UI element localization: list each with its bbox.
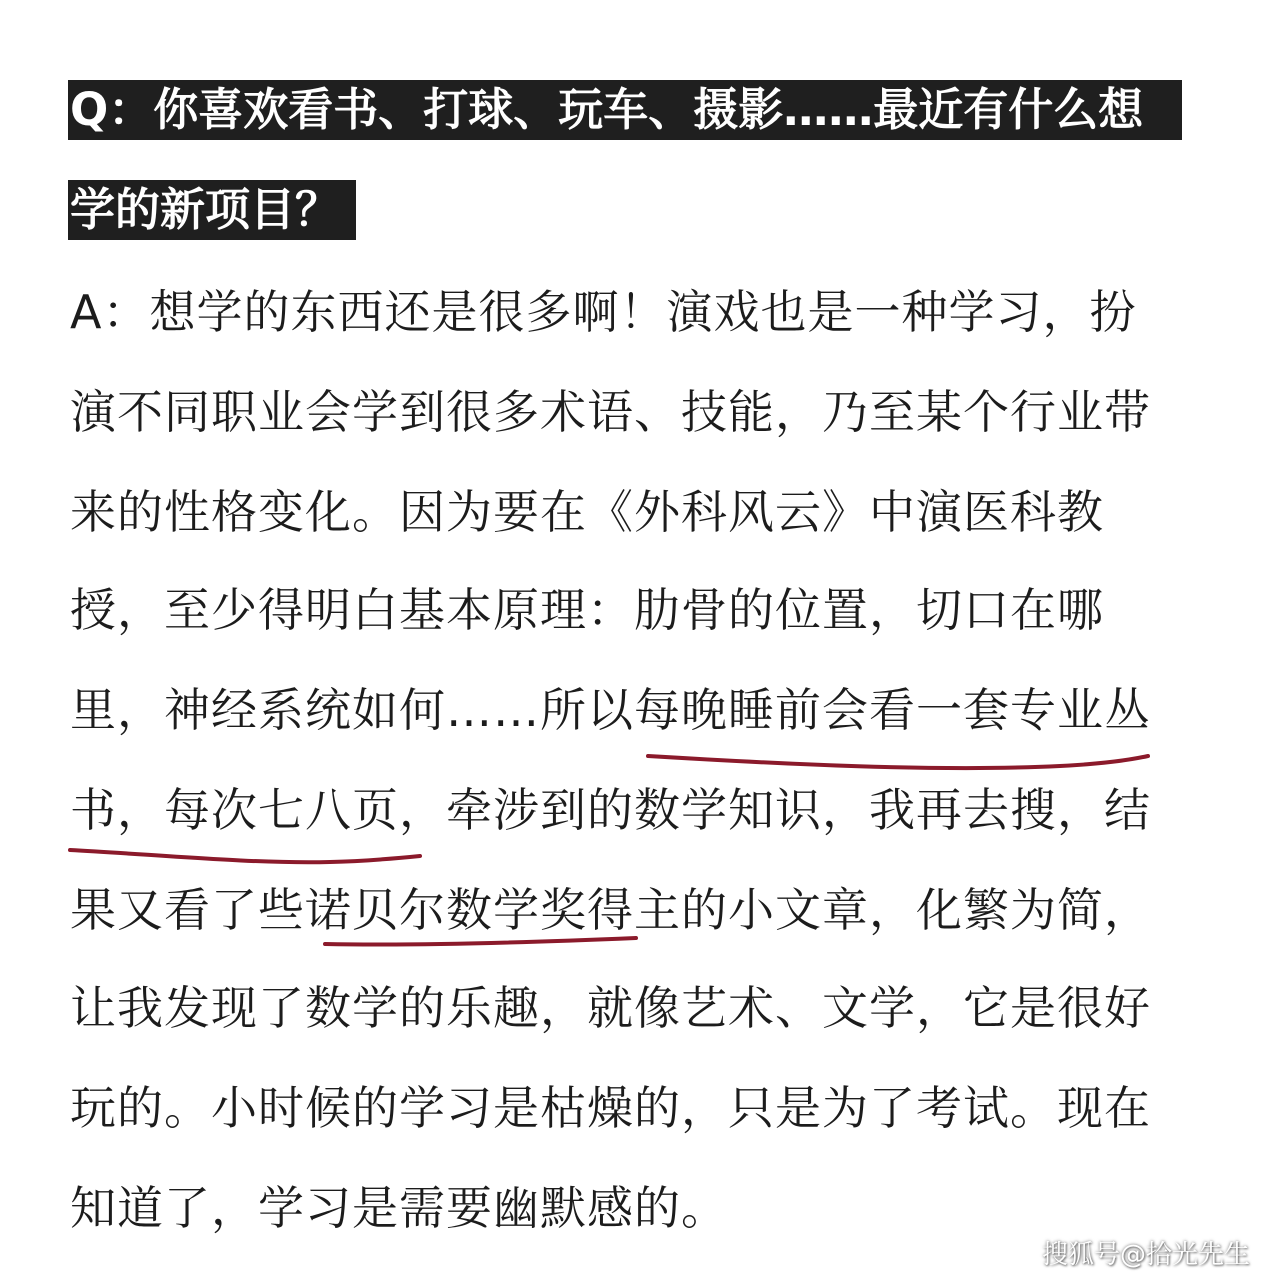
answer-line-9: 玩的。小时候的学习是枯燥的，只是为了考试。现在 [70, 1081, 1151, 1135]
answer-line-6: 书，每次七八页，牵涉到的数学知识，我再去搜，结 [70, 783, 1151, 837]
underline-stroke-1 [648, 756, 1148, 768]
answer-line-4: 授，至少得明白基本原理：肋骨的位置，切口在哪 [70, 583, 1104, 637]
question-line-1: Q：你喜欢看书、打球、玩车、摄影……最近有什么想 [68, 80, 1182, 140]
answer-line-10: 知道了，学习是需要幽默感的。 [70, 1181, 728, 1235]
answer-line-2: 演不同职业会学到很多术语、技能，乃至某个行业带 [70, 385, 1151, 439]
answer-line-3: 来的性格变化。因为要在《外科风云》中演医科教 [70, 485, 1104, 539]
answer-line-1: A：想学的东西还是很多啊！演戏也是一种学习，扮 [70, 285, 1137, 339]
answer-line-5: 里，神经系统如何……所以每晚睡前会看一套专业丛 [70, 683, 1151, 737]
question-line-2: 学的新项目？ [68, 180, 356, 240]
underline-stroke-2 [70, 850, 420, 862]
answer-line-8: 让我发现了数学的乐趣，就像艺术、文学，它是很好 [70, 981, 1151, 1035]
answer-line-7: 果又看了些诺贝尔数学奖得主的小文章，化繁为简， [70, 883, 1151, 937]
watermark: 搜狐号@拾光先生 [1041, 1240, 1250, 1270]
